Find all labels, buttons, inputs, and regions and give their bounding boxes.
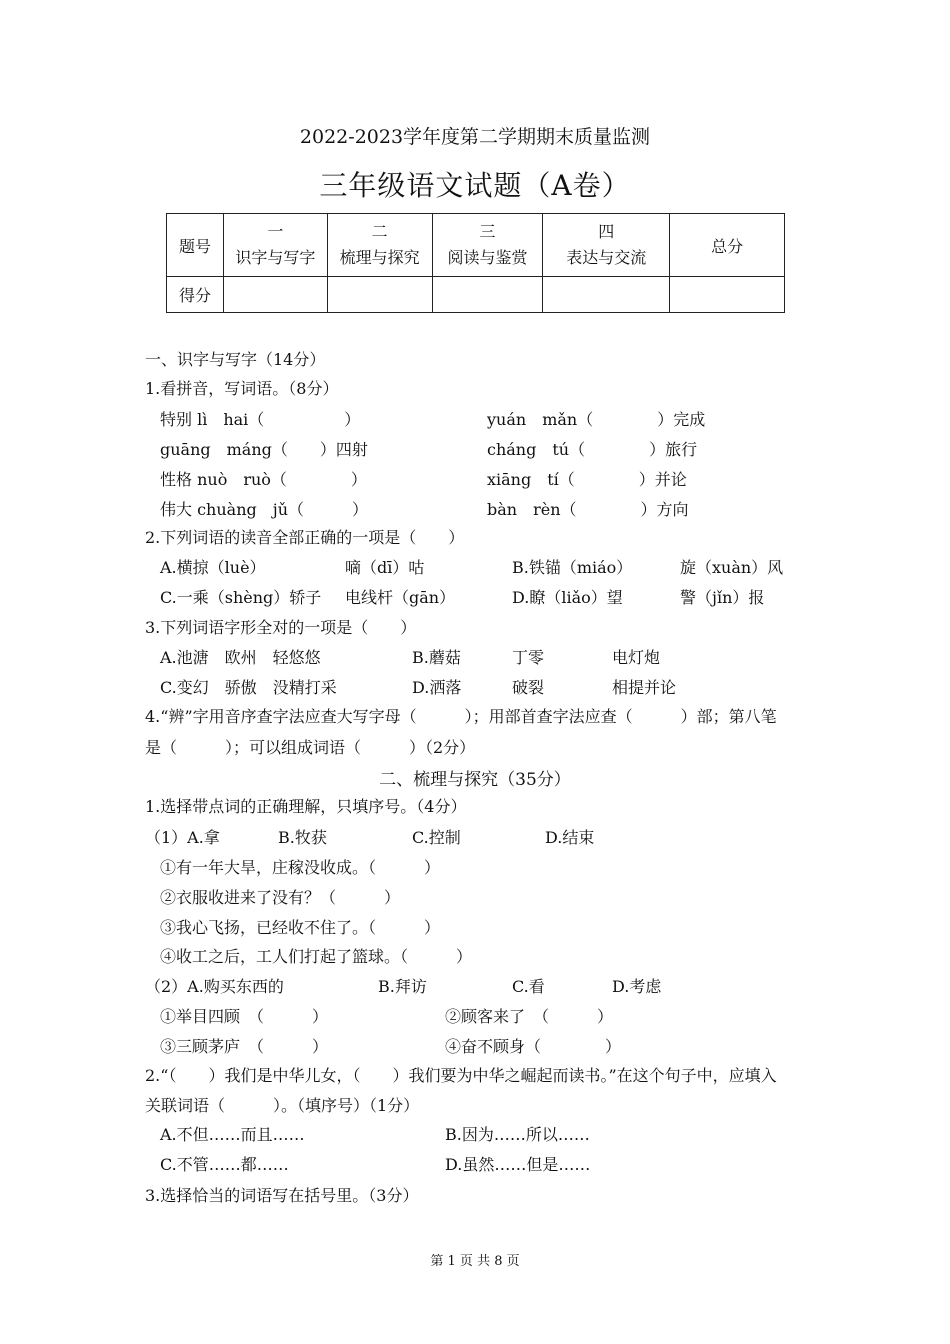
column-2: 二 梳理与探究: [327, 214, 432, 277]
score-cell[interactable]: [327, 277, 432, 313]
question-line: C.不管……都……: [160, 1155, 289, 1174]
question-line: B.铁锚（miáo）: [512, 558, 633, 577]
question-line: ④收工之后，工人们打起了篮球。（ ）: [160, 947, 473, 966]
column-3: 三 阅读与鉴赏: [432, 214, 543, 277]
column-4: 四 表达与交流: [543, 214, 670, 277]
question-line: 2.“（ ）我们是中华儿女，（ ）我们要为中华之崛起而读书。”在这个句子中，应填入: [145, 1066, 777, 1085]
header-label: 题号: [167, 214, 224, 277]
question-line: 警（jǐn）报: [680, 588, 765, 607]
question-line: C.变幻 骄傲 没精打采: [160, 678, 337, 697]
question-line: ③我心飞扬，已经收不住了。（ ）: [160, 918, 441, 937]
page-footer: 第 1 页 共 8 页: [430, 1254, 520, 1269]
question-line: 是（ ）；可以组成词语（ ）（2分）: [145, 738, 476, 757]
score-cell[interactable]: [223, 277, 327, 313]
question-line: B.牧获: [278, 828, 327, 847]
question-line: D.虽然……但是……: [445, 1155, 591, 1174]
score-label: 得分: [167, 277, 224, 313]
score-table: [166, 213, 785, 313]
question-line: xiāng tí（ ）并论: [487, 470, 687, 489]
question-line: （2）A.购买东西的: [145, 977, 284, 996]
question-line: guāng máng（ ）四射: [160, 440, 368, 459]
question-line: C.看: [512, 977, 545, 996]
score-cell[interactable]: [432, 277, 543, 313]
question-line: ③三顾茅庐 （ ）: [160, 1037, 329, 1056]
question-line: 4.“辨”字用音序查字法应查大写字母（ ）；用部首查字法应查（ ）部；第八笔: [145, 707, 777, 726]
question-line: 电线杆（gān）: [345, 588, 456, 607]
question-line: B.拜访: [378, 977, 427, 996]
exam-title: 三年级语文试题（A卷）: [319, 169, 631, 202]
question-line: cháng tú（ ）旅行: [487, 440, 698, 459]
question-line: （1）A.拿: [145, 828, 220, 847]
question-line: 一、识字与写字（14分）: [145, 350, 326, 369]
question-line: B.因为……所以……: [445, 1125, 590, 1144]
question-line: 嘀（dī）咕: [345, 558, 425, 577]
question-line: 1.选择带点词的正确理解，只填序号。（4分）: [145, 797, 467, 816]
question-line: C.一乘（shèng）轿子: [160, 588, 322, 607]
score-cell[interactable]: [670, 277, 785, 313]
question-line: D.结束: [545, 828, 595, 847]
question-line: D.考虑: [612, 977, 662, 996]
total-label: 总分: [670, 214, 785, 277]
question-line: ①有一年大旱，庄稼没收成。（ ）: [160, 858, 441, 877]
question-line: 3.下列词语字形全对的一项是（ ）: [145, 618, 417, 637]
exam-period-title: 2022-2023学年度第二学期期末质量监测: [299, 126, 651, 148]
question-line: ②顾客来了 （ ）: [445, 1007, 614, 1026]
question-line: bàn rèn（ ）方向: [487, 500, 689, 519]
question-line: 丁零: [512, 648, 545, 667]
section-2-title: 二、梳理与探究（35分）: [379, 770, 571, 790]
question-line: 2.下列词语的读音全部正确的一项是（ ）: [145, 528, 465, 547]
question-line: A.不但……而且……: [160, 1125, 305, 1144]
question-line: 性格 nuò ruò（ ）: [160, 470, 367, 489]
question-line: ④奋不顾身（ ）: [445, 1037, 622, 1056]
question-line: ①举目四顾 （ ）: [160, 1007, 329, 1026]
question-line: 电灯炮: [612, 648, 661, 667]
question-line: 伟大 chuàng jǔ（ ）: [160, 500, 369, 519]
question-line: 关联词语（ ）。（填序号）（1分）: [145, 1096, 420, 1115]
question-line: B.蘑菇: [412, 648, 461, 667]
question-line: 旋（xuàn）风: [680, 558, 784, 577]
question-line: C.控制: [412, 828, 461, 847]
question-line: 1.看拼音，写词语。（8分）: [145, 379, 339, 398]
question-line: D.瞭（liǎo）望: [512, 588, 623, 607]
question-line: D.洒落: [412, 678, 462, 697]
question-line: ②衣服收进来了没有？（ ）: [160, 888, 401, 907]
column-1: 一 识字与写字: [223, 214, 327, 277]
question-line: yuán mǎn（ ）完成: [487, 410, 706, 429]
question-line: 特别 lì hai（ ）: [160, 410, 361, 429]
question-line: A.横掠（luè）: [160, 558, 266, 577]
question-line: 3.选择恰当的词语写在括号里。（3分）: [145, 1186, 419, 1205]
question-line: A.池溏 欧州 轻悠悠: [160, 648, 321, 667]
score-cell[interactable]: [543, 277, 670, 313]
question-line: 破裂: [512, 678, 545, 697]
question-line: 相提并论: [612, 678, 677, 697]
